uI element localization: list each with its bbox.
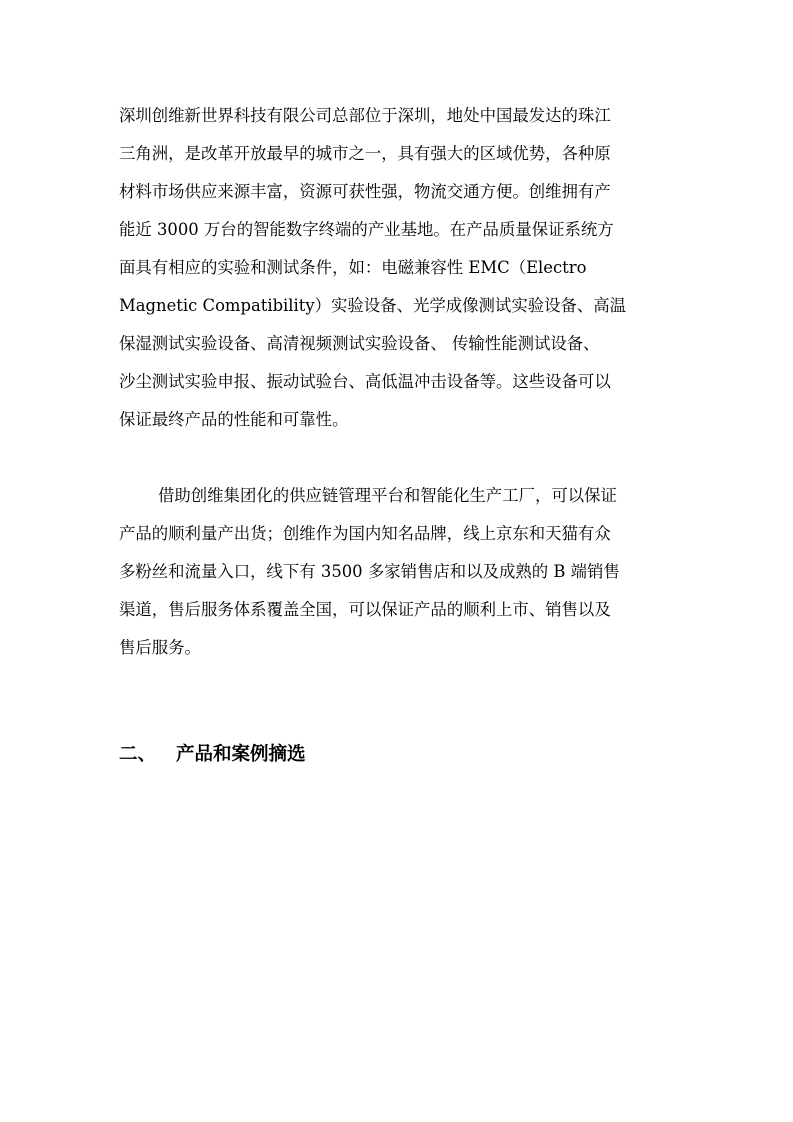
paragraph1-line-8: 沙尘测试实验申报、振动试验台、高低温冲击设备等。这些设备可以: [119, 372, 611, 391]
paragraph2-line-5: 售后服务。: [119, 638, 201, 657]
paragraph1-line-7: 保湿测试实验设备、高清视频测试实验设备、 传输性能测试设备、: [119, 334, 600, 353]
paragraph1-line-4: 能近 3000 万台的智能数字终端的产业基地。在产品质量保证系统方: [119, 220, 614, 239]
paragraph1-line-5: 面具有相应的实验和测试条件，如：电磁兼容性 EMC（Electro: [119, 258, 587, 277]
paragraph1-line-6: Magnetic Compatibility）实验设备、光学成像测试实验设备、高温: [119, 296, 627, 315]
paragraph2-line-1: 借助创维集团化的供应链管理平台和智能化生产工厂，可以保证: [158, 486, 617, 505]
paragraph1-line-9: 保证最终产品的性能和可靠性。: [119, 410, 349, 429]
paragraph1-line-2: 三角洲，是改革开放最早的城市之一，具有强大的区域优势，各种原: [119, 144, 611, 163]
section-heading: [119, 742, 306, 768]
section-number: 二、: [119, 744, 157, 765]
paragraph2-line-4: 渠道，售后服务体系覆盖全国，可以保证产品的顺利上市、销售以及: [119, 600, 611, 619]
paragraph1-line-1: 深圳创维新世界科技有限公司总部位于深圳，地处中国最发达的珠江: [119, 106, 611, 125]
paragraph1-line-3: 材料市场供应来源丰富，资源可获性强，物流交通方便。创维拥有产: [119, 182, 611, 201]
section-title: 产品和案例摘选: [176, 744, 306, 765]
paragraph2-line-2: 产品的顺利量产出货；创维作为国内知名品牌，线上京东和天猫有众: [119, 524, 611, 543]
paragraph2-line-3: 多粉丝和流量入口，线下有 3500 多家销售店和以及成熟的 B 端销售: [119, 562, 620, 581]
